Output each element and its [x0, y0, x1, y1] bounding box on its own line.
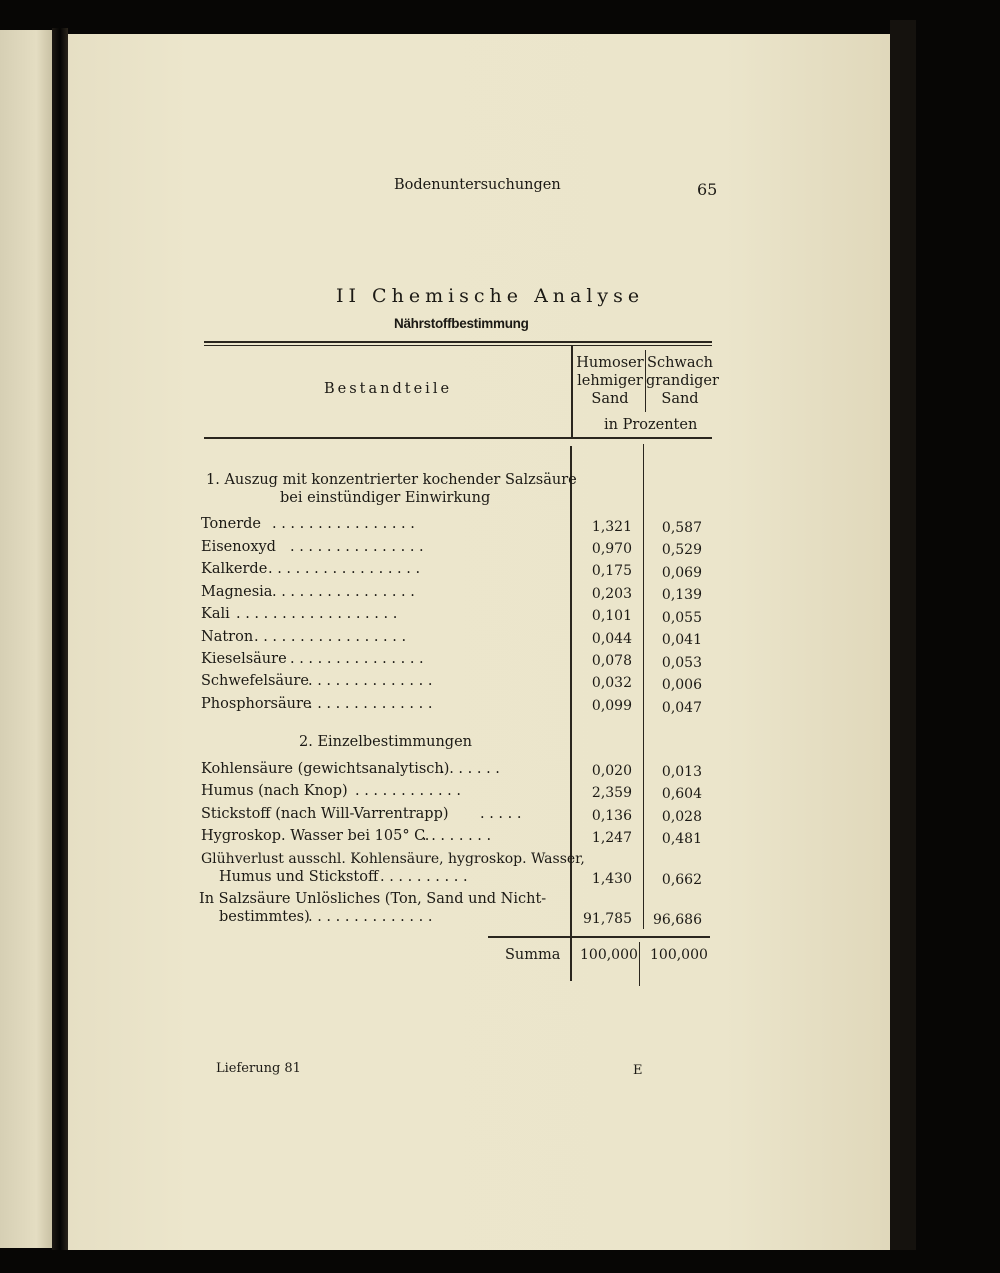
page-number: 65 — [697, 180, 718, 199]
column-header-1-line2: lehmiger — [577, 373, 643, 389]
row-label: Tonerde — [201, 516, 261, 532]
value-cell: 0,175 — [591, 563, 632, 579]
header-divider-rule — [204, 437, 712, 439]
leader-dots: . . . . . . . . . . . . . . — [308, 909, 433, 925]
page — [68, 34, 890, 1250]
value-cell: 0,006 — [661, 677, 702, 693]
row-label: Stickstoff (nach Will-Varrentrapp) — [201, 806, 449, 822]
running-title: Bodenuntersuchungen — [394, 177, 561, 193]
value-cell: 1,321 — [591, 519, 632, 535]
leader-dots: . . . . . . . . . . — [380, 869, 468, 885]
leader-dots: . . . . . . . . . . . . . . . . . — [254, 629, 407, 645]
value-cell: 0,028 — [661, 809, 702, 825]
value-cell: 0,047 — [661, 700, 702, 716]
leader-dots: . . . . . . . . . . . . . . . — [290, 651, 424, 667]
value-cell: 0,053 — [661, 655, 702, 671]
value-cell: 0,481 — [661, 831, 702, 847]
row-label-line1: In Salzsäure Unlösliches (Ton, Sand und Nicht- — [199, 891, 547, 907]
row-label: Natron — [201, 629, 254, 645]
book-cover-edge — [890, 20, 916, 1250]
column-header-2-line2: grandiger — [646, 373, 719, 389]
footer-delivery: Lieferung 81 — [216, 1061, 301, 1076]
row-label: Humus (nach Knop) — [201, 783, 348, 799]
value-cell: 0,101 — [591, 608, 632, 624]
row-label-line2: bestimmtes) — [219, 909, 310, 925]
section-title: II Chemische Analyse — [336, 285, 645, 307]
leader-dots: . . . . . . . . — [422, 828, 492, 844]
value-cell: 1,247 — [591, 830, 632, 846]
row-label: Eisenoxyd — [201, 539, 276, 555]
value-cell: 91,785 — [583, 911, 632, 927]
value-cell: 0,041 — [661, 632, 702, 648]
leader-dots: . . . . . . . . . . . . — [355, 783, 462, 799]
leader-dots: . . . . . . . . . . . . . . . . . . — [236, 606, 398, 622]
column-header-1-line1: Humoser — [576, 355, 644, 371]
value-cell: 0,139 — [661, 587, 702, 603]
total-value-1: 100,000 — [580, 947, 638, 963]
leader-dots: . . . . . — [480, 806, 522, 822]
value-cell: 0,044 — [591, 631, 632, 647]
row-label-line2: Humus und Stickstoff — [219, 869, 379, 885]
value-cell: 0,662 — [661, 872, 702, 888]
total-value-2: 100,000 — [650, 947, 708, 963]
section1-heading-line1: 1. Auszug mit konzentrierter kochender Salzsäure — [206, 472, 577, 488]
value-cell: 0,587 — [661, 520, 702, 536]
value-cell: 0,055 — [661, 610, 702, 626]
leader-dots: . . . . . . . . . . . . . . — [308, 673, 433, 689]
section1-heading-line2: bei einstündiger Einwirkung — [280, 490, 491, 506]
value-cell: 2,359 — [591, 785, 632, 801]
leader-dots: . . . . . . . . . . . . . . . . — [272, 584, 415, 600]
unit-label: in Prozenten — [604, 417, 698, 433]
table-top-rule-thin — [204, 345, 712, 346]
value-cell: 0,032 — [591, 675, 632, 691]
row-label: Hygroskop. Wasser bei 105° C. — [201, 828, 430, 844]
column-header-2-line1: Schwach — [647, 355, 713, 371]
value-cell: 0,529 — [661, 542, 702, 558]
leader-dots: . . . . . . . . . . . . . . . . . — [268, 561, 421, 577]
summa-rule — [488, 936, 710, 938]
row-label: Magnesia — [201, 584, 273, 600]
row-label: Schwefelsäure — [201, 673, 309, 689]
footer-signature: E — [633, 1063, 643, 1078]
row-label: Kohlensäure (gewichtsanalytisch) — [201, 761, 450, 777]
column-header-1 — [575, 354, 645, 408]
value-cell: 0,013 — [661, 764, 702, 780]
value-cell: 0,970 — [591, 541, 632, 557]
value-cell: 0,020 — [591, 763, 632, 779]
leader-dots: . . . . . . . . . . . . . . — [308, 696, 433, 712]
row-label: Kieselsäure — [201, 651, 287, 667]
value-cell: 1,430 — [591, 871, 632, 887]
value-cell: 0,078 — [591, 653, 632, 669]
section2-heading: 2. Einzelbestimmungen — [299, 734, 473, 750]
value-cell: 0,136 — [591, 808, 632, 824]
leader-dots: . . . . . . . . . . . . . . . — [290, 539, 424, 555]
column-header-1-line3: Sand — [591, 391, 629, 407]
value-cell: 0,069 — [661, 565, 702, 581]
stub-header: Bestandteile — [324, 381, 453, 397]
value-cell: 0,203 — [591, 586, 632, 602]
value-cell: 96,686 — [653, 912, 702, 928]
section-subtitle: Nährstoffbestimmung — [394, 316, 529, 331]
stub-column-rule — [571, 346, 573, 437]
column-header-2 — [646, 354, 719, 408]
facing-page-edge — [0, 30, 52, 1248]
leader-dots: . . . . . . . — [440, 761, 500, 777]
total-label: Summa — [505, 947, 561, 963]
value-cell: 0,099 — [591, 698, 632, 714]
book-gutter — [52, 28, 68, 1250]
row-label: Kalkerde — [201, 561, 268, 577]
value-cell: 0,604 — [661, 786, 702, 802]
row-label: Phosphorsäure — [201, 696, 312, 712]
row-label-line1: Glühverlust ausschl. Kohlensäure, hygroskop. Wasser, — [201, 851, 585, 867]
leader-dots: . . . . . . . . . . . . . . . . — [272, 516, 415, 532]
table-top-rule — [204, 341, 712, 343]
summa-column-rule — [639, 942, 640, 986]
column-header-2-line3: Sand — [661, 391, 699, 407]
row-label: Kali — [201, 606, 230, 622]
